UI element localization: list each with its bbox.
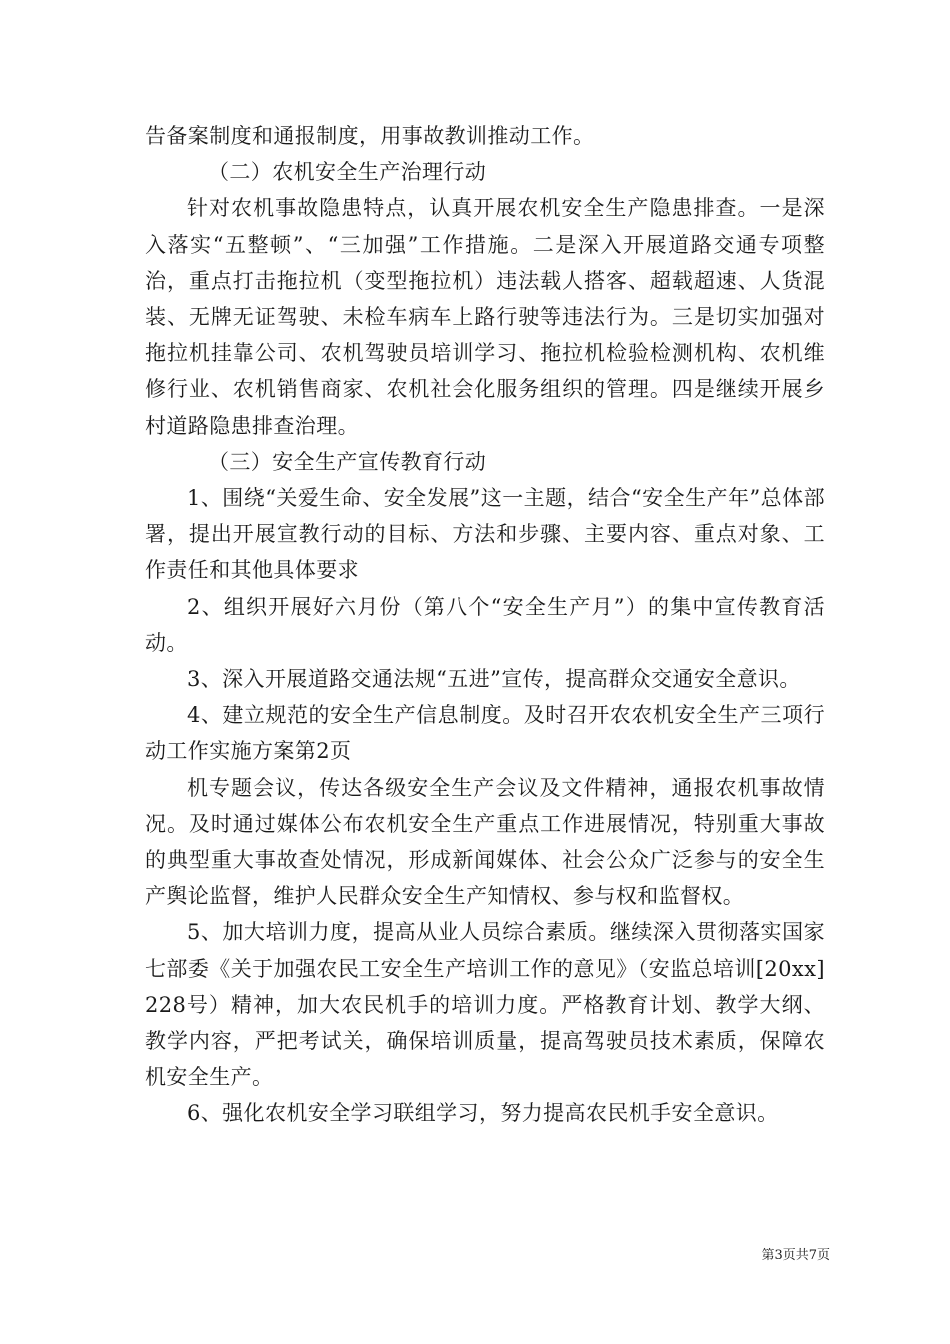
paragraph-item-5: 5、加大培训力度，提高从业人员综合素质。继续深入贯彻落实国家七部委《关于加强农民工安全生产培训工作的意见》（安监总培训[20xx]228号）精神，加大农民机手的培训力度。严格教育计划、教学大纲、教学内容，严把考试关，确保培训质量，提高驾驶员技术素质，保障农机安全生产。: [145, 920, 825, 1090]
paragraph-item-6: 6、强化农机安全学习联组学习，努力提高农民机手安全意识。: [187, 1101, 779, 1126]
paragraph-hazard-inspection: 针对农机事故隐患特点，认真开展农机安全生产隐患排查。一是深入落实“五整顿”、“三加强”工作措施。二是深入开展道路交通专项整治，重点打击拖拉机（变型拖拉机）违法载人搭客、超载超速、人货混装、无牌无证驾驶、未检车病车上路行驶等违法行为。三是切实加强对拖拉机挂靠公司、农机驾驶员培训学习、拖拉机检验检测机构、农机维修行业、农机销售商家、农机社会化服务组织的管理。四是继续开展乡村道路隐患排查治理。: [145, 196, 825, 438]
paragraph-continuation: 告备案制度和通报制度，用事故教训推动工作。: [145, 124, 595, 148]
section-heading-3: （三）安全生产宣传教育行动: [208, 449, 487, 474]
document-body: [145, 118, 825, 1132]
paragraph-item-1: 1、围绕“关爱生命、安全发展”这一主题，结合“安全生产年”总体部署，提出开展宣教行动的目标、方法和步骤、主要内容、重点对象、工作责任和其他具体要求: [145, 486, 825, 583]
section-heading-2: （二）农机安全生产治理行动: [208, 160, 487, 185]
paragraph-item-3: 3、深入开展道路交通法规“五进”宣传，提高群众交通安全意识。: [187, 667, 801, 692]
page-number: 第3页共7页: [761, 1248, 830, 1263]
paragraph-item-4: 4、建立规范的安全生产信息制度。及时召开农农机安全生产三项行动工作实施方案第2页: [145, 703, 825, 764]
paragraph-item-4-continued: 机专题会议，传达各级安全生产会议及文件精神，通报农机事故情况。及时通过媒体公布农机安全生产重点工作进展情况，特别重大事故的典型重大事故查处情况，形成新闻媒体、社会公众广泛参与的安全生产舆论监督，维护人民群众安全生产知情权、参与权和监督权。: [145, 775, 825, 909]
paragraph-item-2: 2、组织开展好六月份（第八个“安全生产月”）的集中宣传教育活动。: [145, 594, 825, 655]
